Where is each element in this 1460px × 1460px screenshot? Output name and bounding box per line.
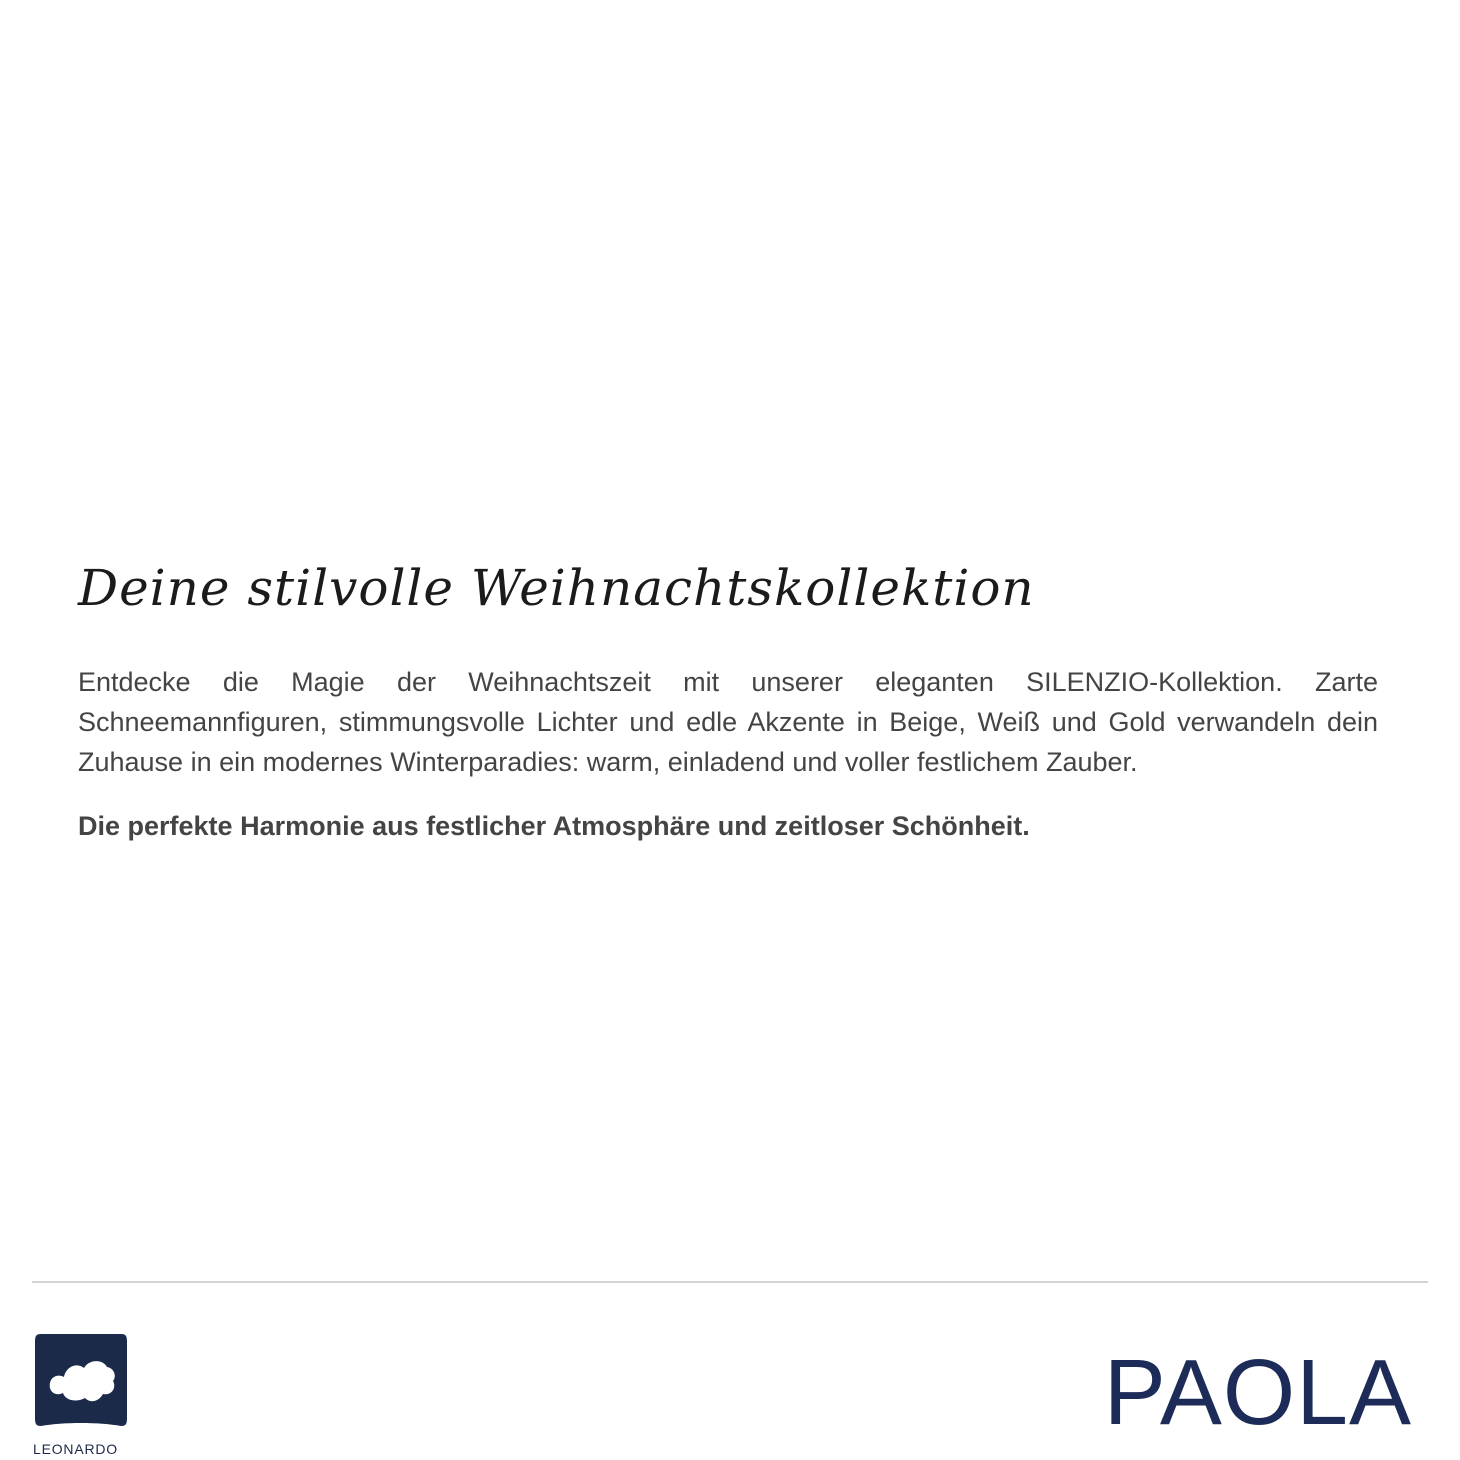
leonardo-wordmark: LEONARDO: [33, 1441, 118, 1457]
page-title: Deine stilvolle Weihnachtskollektion: [78, 559, 1035, 617]
tagline: Die perfekte Harmonie aus festlicher Atmosphäre und zeitloser Schönheit.: [78, 811, 1030, 841]
content-block: [78, 548, 1378, 846]
cloud-logo-icon: [33, 1332, 129, 1428]
footer-divider: [32, 1281, 1428, 1283]
intro-paragraph: Entdecke die Magie der Weihnachtszeit mit unserer eleganten SILENZIO-Kollektion. Zarte Schneemannfiguren, stimmungsvolle Lichter und edle Akzente in Beige, Weiß und Gold verwandeln dein Zuhause in ein modernes Winterparadies: warm, einladend und voller festlichem Zauber.: [78, 667, 1378, 777]
leonardo-logo: [33, 1332, 129, 1457]
paola-logo: PAOLA: [1103, 1340, 1412, 1444]
